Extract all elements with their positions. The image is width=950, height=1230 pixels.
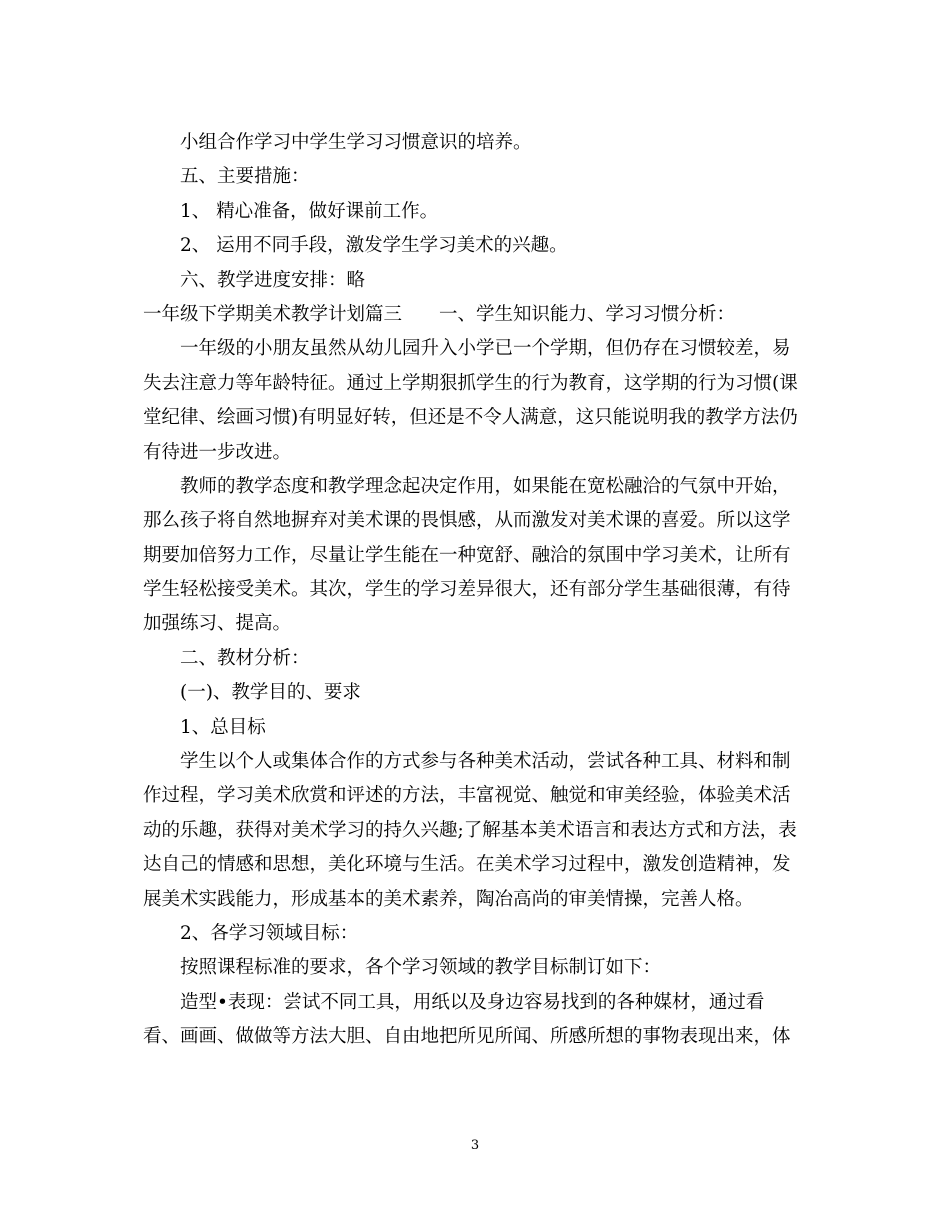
text-line: 按照课程标准的要求，各个学习领域的教学目标制订如下： bbox=[180, 957, 662, 979]
text-line: 展美术实践能力，形成基本的美术素养，陶冶高尚的审美情操，完善人格。 bbox=[143, 888, 754, 910]
text-line: 2、 运用不同手段，激发学生学习美术的兴趣。 bbox=[180, 235, 568, 257]
text-line: 教师的教学态度和教学理念起决定作用，如果能在宽松融洽的气氛中开始， bbox=[180, 475, 791, 497]
text-line: 2、各学习领域目标： bbox=[180, 922, 359, 944]
text-line: (一)、教学目的、要求 bbox=[180, 682, 361, 704]
text-line: 学生轻松接受美术。其次，学生的学习差异很大，还有部分学生基础很薄，有待 bbox=[143, 579, 791, 601]
text-line: 达自己的情感和思想，美化环境与生活。在美术学习过程中，激发创造精神，发 bbox=[143, 854, 791, 876]
text-line: 六、教学进度安排：略 bbox=[180, 269, 366, 291]
text-line: 有待进一步改进。 bbox=[143, 441, 292, 463]
text-line: 那么孩子将自然地摒弃对美术课的畏惧感，从而激发对美术课的喜爱。所以这学 bbox=[143, 510, 791, 532]
text-line: 作过程，学习美术欣赏和评述的方法，丰富视觉、触觉和审美经验，体验美术活 bbox=[143, 785, 791, 807]
text-line: 一年级下学期美术教学计划篇三 一、学生知识能力、学习习惯分析： bbox=[143, 303, 736, 325]
text-line: 五、主要措施： bbox=[180, 166, 310, 188]
text-line: 学生以个人或集体合作的方式参与各种美术活动，尝试各种工具、材料和制 bbox=[180, 751, 791, 773]
text-line: 失去注意力等年龄特征。通过上学期狠抓学生的行为教育，这学期的行为习惯(课 bbox=[143, 372, 798, 394]
document-body bbox=[143, 126, 813, 1055]
text-line: 一年级的小朋友虽然从幼儿园升入小学已一个学期，但仍存在习惯较差，易 bbox=[180, 338, 791, 360]
text-line: 造型•表现：尝试不同工具，用纸以及身边容易找到的各种媒材，通过看 bbox=[180, 991, 765, 1013]
text-line: 堂纪律、绘画习惯)有明显好转，但还是不令人满意，这只能说明我的教学方法仍 bbox=[143, 407, 798, 429]
text-line: 动的乐趣，获得对美术学习的持久兴趣;了解基本美术语言和表达方式和方法，表 bbox=[143, 819, 797, 841]
text-line: 1、总目标 bbox=[180, 716, 266, 738]
page-number: 3 bbox=[470, 1138, 480, 1153]
text-line: 看、画画、做做等方法大胆、自由地把所见所闻、所感所想的事物表现出来，体 bbox=[143, 1026, 791, 1048]
text-line: 期要加倍努力工作，尽量让学生能在一种宽舒、融洽的氛围中学习美术，让所有 bbox=[143, 544, 791, 566]
text-line: 小组合作学习中学生学习习惯意识的培养。 bbox=[180, 132, 532, 153]
text-line: 二、教材分析： bbox=[180, 647, 310, 669]
text-line: 加强练习、提高。 bbox=[143, 613, 292, 635]
text-line: 1、 精心准备，做好课前工作。 bbox=[180, 200, 439, 222]
